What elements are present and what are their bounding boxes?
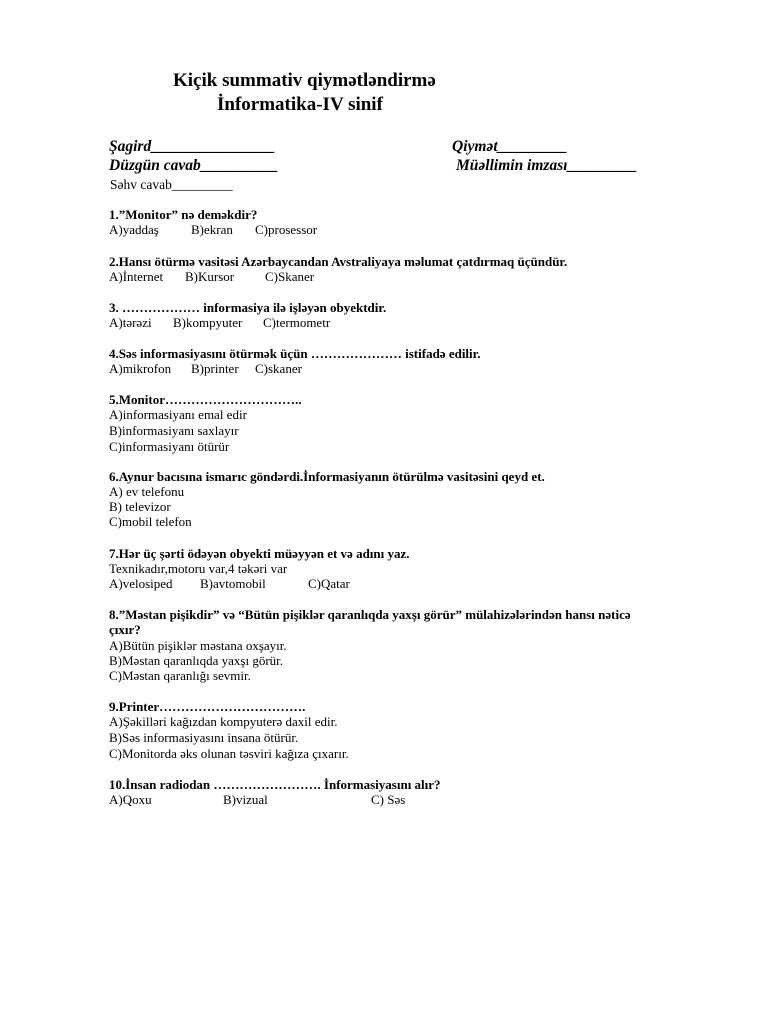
question-8-option-a: A)Bütün pişiklər məstana oxşayır.	[109, 638, 287, 653]
option-a: A)Qoxu	[109, 792, 152, 807]
question-3: 3. ……………… informasiya ilə işləyən obyektdir.	[109, 300, 387, 315]
question-8-option-c: C)Məstan qaranlığı sevmir.	[109, 668, 251, 683]
option-a: A)yaddaş	[109, 222, 159, 237]
question-5-option-c: C)informasiyanı ötürür	[109, 439, 230, 454]
option-a: A)İnternet	[109, 269, 164, 284]
option-b: B)avtomobil	[200, 576, 266, 591]
question-10-options	[109, 792, 405, 808]
question-3-options	[109, 315, 330, 331]
question-8-option-b: B)Məstan qaranlıqda yaxşı görür.	[109, 653, 284, 668]
question-5: 5.Monitor…………………………..	[109, 392, 302, 407]
grade-field: Qiymət_________	[452, 138, 568, 155]
option-a: A)tərəzi	[109, 315, 152, 330]
question-7-options	[109, 576, 350, 592]
question-1-options	[109, 222, 317, 238]
question-5-option-b: B)informasiyanı saxlayır	[109, 423, 239, 438]
option-c: C)Qatar	[308, 576, 350, 591]
option-b: B)printer	[191, 361, 239, 376]
question-4-options	[109, 361, 302, 377]
question-6: 6.Aynur bacısına ismarıc göndərdi.İnformasiyanın ötürülmə vasitəsini qeyd et.	[109, 469, 545, 484]
student-field: Şagird________________	[109, 138, 276, 155]
question-2-options	[109, 269, 314, 285]
option-b: B)ekran	[191, 222, 233, 237]
question-5-option-a: A)informasiyanı emal edir	[109, 407, 247, 422]
option-a: A)mikrofon	[109, 361, 172, 376]
question-2: 2.Hansı ötürmə vasitəsi Azərbaycandan Avstraliyaya məlumat çatdırmaq üçündür.	[109, 254, 568, 269]
option-a: A)velosiped	[109, 576, 173, 591]
question-9-option-a: A)Şəkilləri kağızdan kompyuterə daxil edir.	[109, 714, 338, 729]
option-b: B)Kursor	[185, 269, 235, 284]
option-c: C) Səs	[371, 792, 406, 807]
correct-answers-field: Düzgün cavab__________	[109, 157, 279, 174]
option-c: C)skaner	[255, 361, 302, 376]
question-9: 9.Printer…………………………….	[109, 699, 306, 714]
question-1: 1.”Monitor” nə deməkdir?	[109, 207, 258, 222]
doc-title-line-2: İnformatika-IV sinif	[217, 94, 383, 115]
question-8: 8.”Məstan pişikdir” və “Bütün pişiklər qaranlıqda yaxşı görür” mülahizələrindən hansı nəticə	[109, 607, 631, 622]
question-9-option-b: B)Səs informasiyasını insana ötürür.	[109, 730, 299, 745]
question-7: 7.Hər üç şərti ödəyən obyekti müəyyən et və adını yaz.	[109, 546, 410, 561]
option-b: B)vizual	[223, 792, 268, 807]
question-7-hint: Texnikadır,motoru var,4 təkəri var	[109, 561, 288, 576]
question-6-option-b: B) televizor	[109, 499, 171, 514]
question-4: 4.Səs informasiyasını ötürmək üçün ………………… istifadə edilir.	[109, 346, 481, 361]
option-c: C)termometr	[263, 315, 331, 330]
question-10: 10.İnsan radiodan ……………………. İnformasiyasını alır?	[109, 777, 441, 792]
question-9-option-c: C)Monitorda əks olunan təsviri kağıza çıxarır.	[109, 746, 349, 761]
question-8-continued: çıxır?	[109, 622, 141, 637]
option-c: C)prosessor	[255, 222, 318, 237]
question-6-option-a: A) ev telefonu	[109, 484, 185, 499]
doc-title-line-1: Kiçik summativ qiymətləndirmə	[173, 70, 436, 91]
option-c: C)Skaner	[265, 269, 315, 284]
wrong-answers-field: Səhv cavab_________	[110, 177, 233, 192]
teacher-signature-field: Müəllimin imzası_________	[456, 157, 638, 174]
option-b: B)kompyuter	[173, 315, 243, 330]
question-6-option-c: C)mobil telefon	[109, 514, 192, 529]
